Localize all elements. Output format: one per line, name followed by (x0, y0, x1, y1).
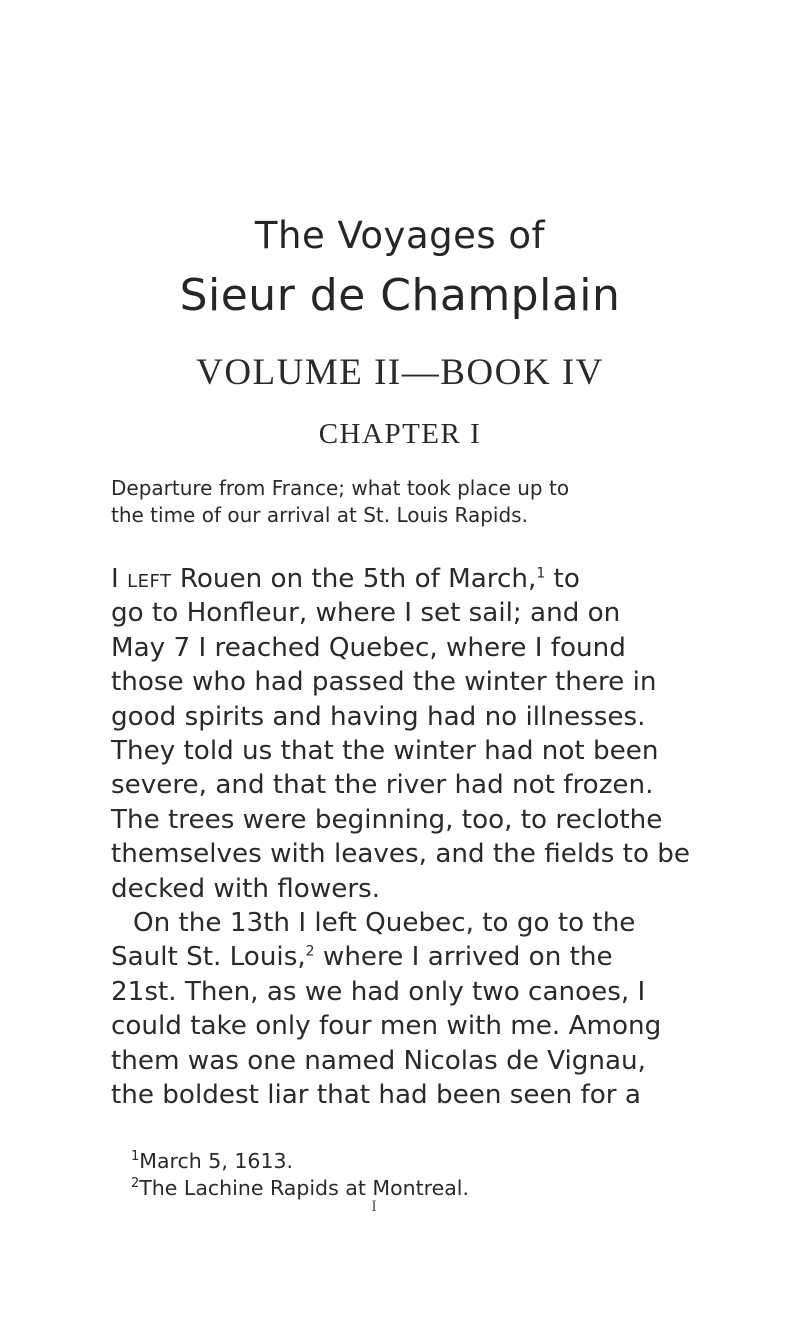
body-fragment: Sault St. Louis, (111, 942, 306, 973)
footnote-mark: 1 (131, 1149, 140, 1165)
chapter-heading: CHAPTER I (318, 418, 482, 450)
body-text (111, 562, 691, 1113)
body-fragment: to (545, 564, 580, 594)
summary-line: Departure from France; what took place up to (111, 476, 570, 500)
body-line: The trees were beginning, too, to reclothe (111, 804, 663, 835)
volume-heading: VOLUME II—BOOK IV (196, 352, 604, 393)
body-line: severe, and that the river had not frozen. (111, 770, 654, 801)
footnote-ref-1: 1 (536, 565, 546, 582)
body-line (111, 940, 681, 974)
body-line: 21st. Then, as we had only two canoes, I (111, 976, 646, 1007)
body-line: them was one named Nicolas de Vignau, (111, 1045, 646, 1076)
footnote-text: March 5, 1613. (139, 1149, 294, 1173)
body-line: good spirits and having had no illnesses. (111, 701, 646, 732)
body-line: could take only four men with me. Among (111, 1011, 662, 1042)
body-line (111, 562, 681, 596)
body-line: May 7 I reached Quebec, where I found (111, 632, 626, 663)
body-line: On the 13th I left Quebec, to go to the (133, 908, 636, 939)
page-number: I (371, 1198, 377, 1215)
book-title-line-2: Sieur de Champlain (179, 270, 621, 321)
body-line: themselves with leaves, and the fields to be (111, 839, 691, 870)
body-line: decked with flowers. (111, 873, 381, 904)
footnote-2 (131, 1175, 691, 1202)
opening-smallcaps: left (127, 564, 172, 594)
book-title-line-1: The Voyages of (254, 214, 546, 257)
footnote-1 (131, 1148, 691, 1175)
body-fragment: where I arrived on the (314, 942, 613, 973)
body-line: those who had passed the winter there in (111, 667, 657, 698)
opening-word: I (111, 564, 119, 594)
footnote-text: The Lachine Rapids at Montreal. (139, 1176, 470, 1200)
summary-line: the time of our arrival at St. Louis Rapids. (111, 503, 528, 527)
chapter-summary (111, 475, 671, 529)
body-line: They told us that the winter had not been (111, 736, 659, 767)
footnote-ref-2: 2 (305, 943, 315, 960)
footnotes (131, 1148, 691, 1202)
body-line: the boldest liar that had been seen for a (111, 1080, 641, 1111)
body-fragment: Rouen on the 5th of March, (171, 564, 537, 594)
body-line: go to Honfleur, where I set sail; and on (111, 598, 621, 629)
footnote-mark: 2 (131, 1176, 140, 1192)
